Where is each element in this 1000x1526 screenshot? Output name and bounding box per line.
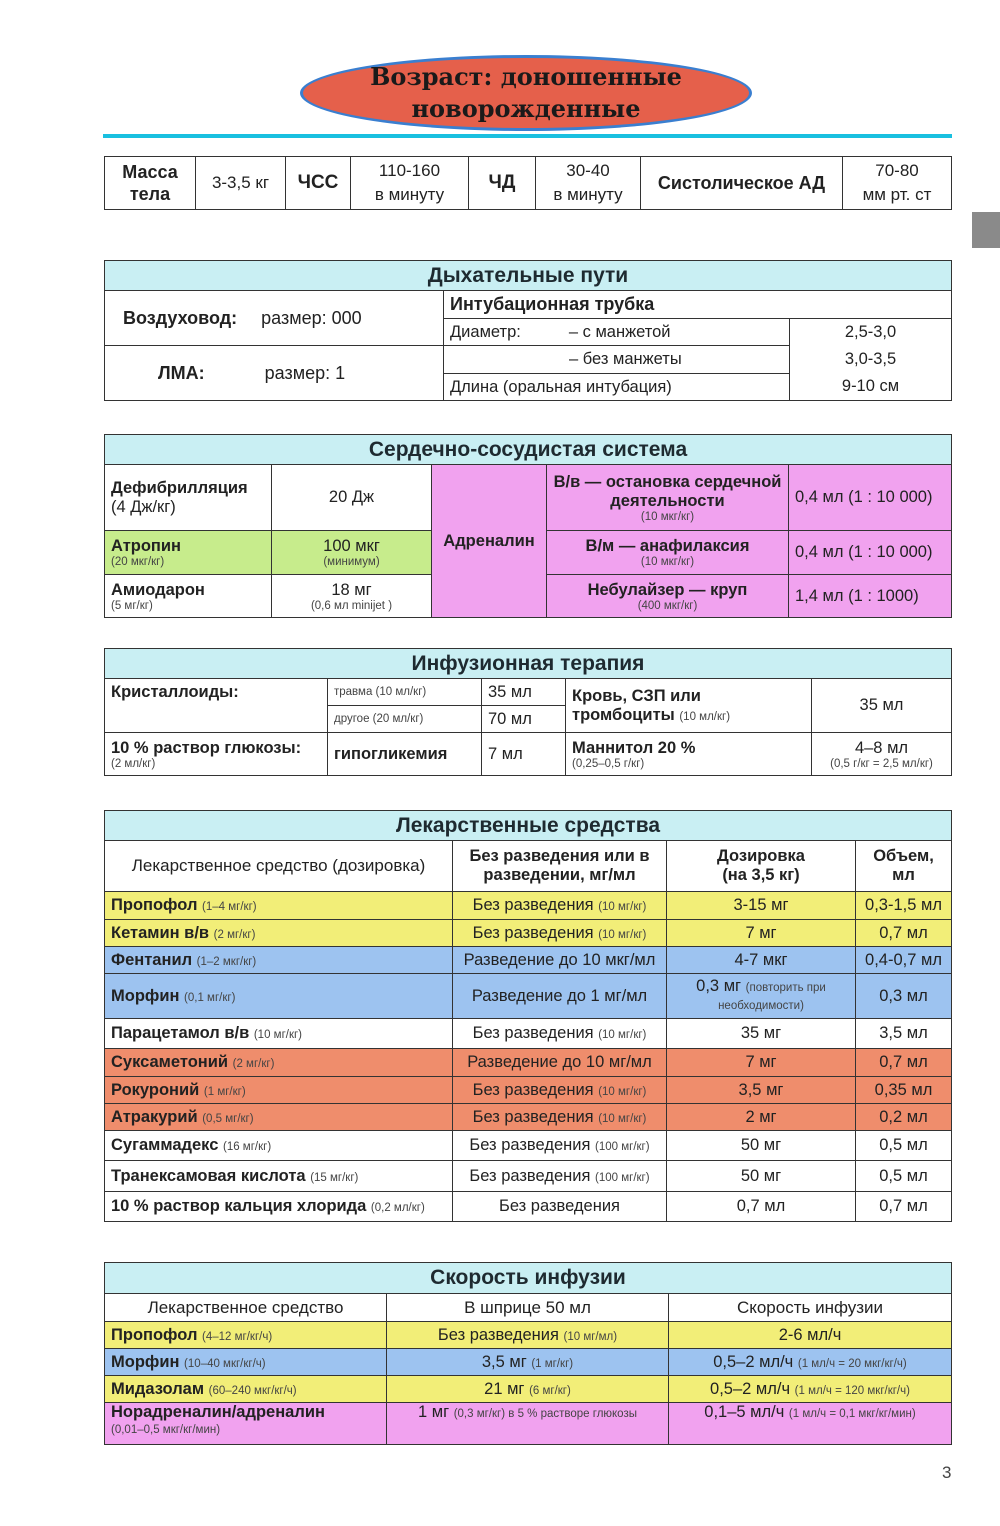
drug-volume-text: 0,7 мл bbox=[879, 923, 928, 942]
drug-amount bbox=[667, 1131, 856, 1161]
table-row bbox=[105, 1376, 952, 1403]
drug-name bbox=[105, 920, 453, 947]
table-row bbox=[105, 1019, 952, 1049]
drug-dilution-text: Без разведения bbox=[472, 1107, 594, 1126]
drug-amount bbox=[667, 1161, 856, 1192]
rate-drug-name-text: Морфин bbox=[111, 1352, 180, 1371]
tube-values: 2,5-3,0 3,0-3,5 9-10 см bbox=[790, 319, 952, 401]
drug-dilution-text: Разведение до 10 мг/мл bbox=[467, 1053, 652, 1071]
rate-syringe-text: (10 мг/мл) bbox=[563, 1330, 618, 1343]
drug-name-text: (16 мг/кг) bbox=[222, 1141, 272, 1153]
rate-syringe bbox=[387, 1403, 669, 1445]
rate-syringe-text: 3,5 мг bbox=[481, 1352, 527, 1371]
table-row bbox=[105, 1349, 952, 1376]
drug-volume-text: 0,5 мл bbox=[879, 1166, 928, 1185]
drug-volume bbox=[856, 1104, 952, 1131]
drug-amount-text: 0,3 мг bbox=[696, 977, 742, 995]
crystalloids: Кристаллоиды: bbox=[105, 679, 328, 733]
drug-name-text: Парацетамол в/в bbox=[111, 1024, 250, 1042]
rate-value-text: 0,5–2 мл/ч bbox=[710, 1379, 791, 1398]
tube-title: Интубационная трубка bbox=[444, 291, 952, 319]
table-row bbox=[105, 1104, 952, 1131]
drug-name-text: 10 % раствор кальция хлорида bbox=[111, 1197, 367, 1215]
title-line: Возраст: доношенные bbox=[370, 62, 682, 91]
drug-dilution-text: Без разведения bbox=[472, 896, 594, 914]
drug-amount-text: 3-15 мг bbox=[733, 896, 789, 914]
drug-dilution bbox=[453, 1077, 667, 1104]
drug-amount bbox=[667, 1019, 856, 1049]
drug-name bbox=[105, 1161, 453, 1192]
table-row bbox=[105, 1049, 952, 1077]
drug-name bbox=[105, 947, 453, 974]
vitals-table bbox=[104, 156, 952, 210]
drug-dilution-text: Разведение до 1 мг/мл bbox=[471, 986, 648, 1005]
table-row bbox=[105, 1322, 952, 1349]
drug-name-text: (15 мг/кг) bbox=[310, 1171, 359, 1184]
other: другое (20 мл/кг) bbox=[328, 706, 482, 733]
mannitol-value: 4–8 мл (0,5 г/кг = 2,5 мл/кг) bbox=[812, 733, 952, 776]
col-header: Лекарственное средство (дозировка) bbox=[105, 841, 453, 892]
uncuffed-label: – без манжеты bbox=[444, 346, 790, 374]
drug-amount bbox=[667, 1077, 856, 1104]
drug-name-text: Рокуроний bbox=[111, 1080, 200, 1099]
drug-name bbox=[105, 1049, 453, 1077]
bp-value: 70-80 мм рт. ст bbox=[843, 157, 952, 210]
table-row bbox=[105, 947, 952, 974]
drug-volume bbox=[856, 1019, 952, 1049]
rate-value-text: (1 мл/ч = 20 мкг/кг/ч) bbox=[797, 1357, 907, 1370]
drug-dilution-text: Без разведения bbox=[469, 1166, 591, 1185]
rate-syringe bbox=[387, 1376, 669, 1403]
drug-dilution bbox=[453, 947, 667, 974]
drug-amount bbox=[667, 974, 856, 1019]
drug-name-text: Морфин bbox=[111, 986, 180, 1005]
drug-dilution bbox=[453, 1192, 667, 1222]
drug-amount-text: 4-7 мкг bbox=[734, 950, 788, 969]
col-header: Без разведения или в разведении, мг/мл bbox=[453, 841, 667, 892]
rate-value-text: (1 мл/ч = 120 мкг/кг/ч) bbox=[794, 1384, 910, 1397]
defib: Дефибрилляция (4 Дж/кг) bbox=[105, 465, 272, 531]
drug-dilution-text: Без разведения bbox=[499, 1197, 620, 1215]
trauma-value: 35 мл bbox=[482, 679, 566, 706]
drug-amount-text: 50 мг bbox=[740, 1166, 782, 1185]
trauma: травма (10 мл/кг) bbox=[328, 679, 482, 706]
amiodarone-value: 18 мг (0,6 мл minijet ) bbox=[272, 575, 432, 618]
drug-name bbox=[105, 1192, 453, 1222]
drug-amount bbox=[667, 1192, 856, 1222]
glucose: 10 % раствор глюкозы: (2 мл/кг) bbox=[105, 733, 328, 776]
table-row bbox=[105, 1161, 952, 1192]
lma: ЛМА: размер: 1 bbox=[105, 346, 444, 401]
drug-name bbox=[105, 1131, 453, 1161]
drug-amount bbox=[667, 1049, 856, 1077]
drug-dilution bbox=[453, 974, 667, 1019]
rate-drug-name-text: (60–240 мкг/кг/ч) bbox=[208, 1384, 297, 1397]
drug-dilution bbox=[453, 1104, 667, 1131]
rate-syringe-text: Без разведения bbox=[437, 1325, 559, 1344]
drug-dilution-text: Без разведения bbox=[469, 1136, 591, 1154]
drug-name-text: (1–2 мкг/кг) bbox=[196, 955, 257, 968]
drug-amount bbox=[667, 920, 856, 947]
drug-dilution bbox=[453, 892, 667, 920]
drug-volume-text: 0,2 мл bbox=[879, 1107, 928, 1126]
drug-name-text: (2 мг/кг) bbox=[213, 928, 256, 941]
blood: Кровь, СЗП или тромбоциты (10 мл/кг) bbox=[566, 679, 812, 733]
airway-device: Воздуховод: размер: 000 bbox=[105, 291, 444, 346]
drug-name-text: (1–4 мг/кг) bbox=[202, 901, 257, 913]
rates-table bbox=[104, 1262, 952, 1445]
glucose-value: 7 мл bbox=[482, 733, 566, 776]
drug-volume bbox=[856, 1161, 952, 1192]
rate-value bbox=[669, 1322, 952, 1349]
other-value: 70 мл bbox=[482, 706, 566, 733]
rate-value-text: 2-6 мл/ч bbox=[778, 1325, 842, 1344]
amiodarone: Амиодарон (5 мг/кг) bbox=[105, 575, 272, 618]
cardio-table bbox=[104, 434, 952, 618]
rate-value bbox=[669, 1403, 952, 1445]
route-iv: В/в — остановка сердечной деятельности (10 мкг/кг) bbox=[547, 465, 789, 531]
drug-amount bbox=[667, 947, 856, 974]
length-label: Длина (оральная интубация) bbox=[444, 374, 790, 401]
rate-value bbox=[669, 1349, 952, 1376]
drug-name-text: (0,2 мл/кг) bbox=[370, 1202, 425, 1214]
rr-value: 30-40 в минуту bbox=[536, 157, 641, 210]
drug-dilution-text: Без разведения bbox=[472, 1080, 594, 1099]
drug-volume bbox=[856, 1192, 952, 1222]
drug-name-text: Атракурий bbox=[111, 1107, 198, 1126]
rate-drug-name-text: Норадреналин/адреналин bbox=[111, 1403, 325, 1421]
drug-name-text: Кетамин в/в bbox=[111, 923, 210, 942]
drug-dilution bbox=[453, 1049, 667, 1077]
drugs-title: Лекарственные средства bbox=[105, 811, 952, 841]
rate-syringe-text: 1 мг bbox=[417, 1403, 450, 1421]
drug-dilution-text: (10 мг/кг) bbox=[598, 1085, 647, 1098]
col-header: Дозировка (на 3,5 кг) bbox=[667, 841, 856, 892]
drug-name bbox=[105, 892, 453, 920]
rate-syringe-text: (0,3 мг/кг) в 5 % растворе глюкозы bbox=[453, 1408, 637, 1420]
drugs-table bbox=[104, 810, 952, 1222]
drug-volume bbox=[856, 974, 952, 1019]
table-row bbox=[105, 1131, 952, 1161]
drug-amount-text: 35 мг bbox=[740, 1024, 782, 1042]
drug-name-text: Фентанил bbox=[111, 950, 193, 969]
infusion-title: Инфузионная терапия bbox=[105, 649, 952, 679]
drug-dilution-text: (10 мг/кг) bbox=[598, 1112, 647, 1125]
drug-dilution-text: (10 мг/кг) bbox=[598, 901, 647, 913]
airway-title: Дыхательные пути bbox=[105, 261, 952, 291]
drug-amount bbox=[667, 892, 856, 920]
mass-value: 3-3,5 кг bbox=[196, 157, 286, 210]
route-im: В/м — анафилаксия (10 мкг/кг) bbox=[547, 531, 789, 575]
drug-name bbox=[105, 1019, 453, 1049]
table-row bbox=[105, 974, 952, 1019]
table-row bbox=[105, 1077, 952, 1104]
drug-volume-text: 0,7 мл bbox=[879, 1053, 928, 1071]
blood-value: 35 мл bbox=[812, 679, 952, 733]
rate-drug-name bbox=[105, 1403, 387, 1445]
drug-dilution-text: (10 мг/кг) bbox=[598, 1029, 647, 1041]
table-row bbox=[105, 892, 952, 920]
drug-amount-text: 2 мг bbox=[745, 1107, 777, 1126]
rate-drug-name-text: Мидазолам bbox=[111, 1379, 205, 1398]
drug-volume bbox=[856, 1049, 952, 1077]
rate-syringe-text: (1 мг/кг) bbox=[531, 1357, 574, 1370]
defib-value: 20 Дж bbox=[272, 465, 432, 531]
mass-label: Масса тела bbox=[105, 157, 196, 210]
drug-name-text: (0,5 мг/кг) bbox=[202, 1112, 254, 1125]
bp-label: Систолическое АД bbox=[641, 157, 843, 210]
rate-drug-name bbox=[105, 1349, 387, 1376]
rate-drug-name-text: (10–40 мкг/кг/ч) bbox=[184, 1357, 266, 1370]
drug-dilution-text: Разведение до 10 мкг/мл bbox=[463, 950, 656, 969]
drug-amount-text: 7 мг bbox=[745, 1053, 777, 1071]
drug-volume bbox=[856, 920, 952, 947]
rates-title: Скорость инфузии bbox=[105, 1263, 952, 1294]
drug-name-text: (1 мг/кг) bbox=[203, 1085, 246, 1098]
page-title bbox=[300, 55, 752, 131]
drug-name-text: Суксаметоний bbox=[111, 1053, 229, 1071]
table-row bbox=[105, 1403, 952, 1445]
infusion-table bbox=[104, 648, 952, 776]
drug-dilution-text: (100 мг/кг) bbox=[595, 1171, 650, 1184]
adrenaline: Адреналин bbox=[432, 465, 547, 618]
drug-amount-text: 0,7 мл bbox=[736, 1197, 786, 1215]
drug-amount bbox=[667, 1104, 856, 1131]
drug-dilution-text: (100 мг/кг) bbox=[595, 1141, 650, 1153]
drug-name-text: (2 мг/кг) bbox=[232, 1058, 275, 1070]
drug-dilution bbox=[453, 920, 667, 947]
cardio-title: Сердечно-сосудистая система bbox=[105, 435, 952, 465]
col-header: Объем, мл bbox=[856, 841, 952, 892]
drug-volume-text: 0,7 мл bbox=[879, 1197, 928, 1215]
rr-label: ЧД bbox=[469, 157, 536, 210]
hypoglycemia: гипогликемия bbox=[328, 733, 482, 776]
page-number: 3 bbox=[942, 1463, 952, 1482]
drug-name bbox=[105, 1077, 453, 1104]
drug-amount-text: 3,5 мг bbox=[738, 1080, 784, 1099]
rate-value-text: (1 мл/ч = 0,1 мкг/кг/мин) bbox=[788, 1408, 916, 1420]
drug-volume-text: 0,4-0,7 мл bbox=[865, 950, 942, 969]
drug-volume bbox=[856, 1131, 952, 1161]
drug-dilution-text: (10 мг/кг) bbox=[598, 928, 647, 941]
drug-name-text: (0,1 мг/кг) bbox=[184, 991, 236, 1004]
col-header: В шприце 50 мл bbox=[387, 1294, 669, 1322]
drug-name-text: Транексамовая кислота bbox=[111, 1166, 306, 1185]
rate-value-text: 0,5–2 мл/ч bbox=[713, 1352, 794, 1371]
rate-syringe-text: 21 мг bbox=[484, 1379, 525, 1398]
drug-dilution bbox=[453, 1131, 667, 1161]
drug-name-text: (10 мг/кг) bbox=[253, 1029, 303, 1041]
drug-name bbox=[105, 1104, 453, 1131]
mannitol: Маннитол 20 % (0,25–0,5 г/кг) bbox=[566, 733, 812, 776]
rate-drug-name-text: (0,01–0,5 мкг/кг/мин) bbox=[111, 1424, 221, 1436]
drug-dilution bbox=[453, 1161, 667, 1192]
cuffed-label: Диаметр: – с манжетой bbox=[444, 319, 790, 346]
atropine: Атропин (20 мкг/кг) bbox=[105, 531, 272, 575]
drug-volume-text: 0,35 мл bbox=[874, 1080, 933, 1099]
rate-value bbox=[669, 1376, 952, 1403]
rate-syringe-text: (6 мг/кг) bbox=[529, 1384, 571, 1397]
route-neb: Небулайзер — круп (400 мкг/кг) bbox=[547, 575, 789, 618]
rate-drug-name bbox=[105, 1322, 387, 1349]
drug-volume bbox=[856, 892, 952, 920]
drug-dilution-text: Без разведения bbox=[472, 923, 594, 942]
airway-table bbox=[104, 260, 952, 401]
drug-name-text: Пропофол bbox=[111, 896, 198, 914]
drug-name-text: Сугаммадекс bbox=[111, 1136, 219, 1154]
rate-value-text: 0,1–5 мл/ч bbox=[704, 1403, 785, 1421]
table-row bbox=[105, 920, 952, 947]
atropine-value: 100 мкг (минимум) bbox=[272, 531, 432, 575]
drug-volume-text: 0,5 мл bbox=[879, 1136, 928, 1154]
rate-drug-name bbox=[105, 1376, 387, 1403]
hr-label: ЧСС bbox=[286, 157, 351, 210]
col-header: Лекарственное средство bbox=[105, 1294, 387, 1322]
drug-dilution-text: Без разведения bbox=[472, 1024, 594, 1042]
drug-amount-text: 50 мг bbox=[740, 1136, 782, 1154]
drug-amount-text: (повторить при необходимости) bbox=[718, 982, 826, 1012]
col-header: Скорость инфузии bbox=[669, 1294, 952, 1322]
drug-volume-text: 0,3-1,5 мл bbox=[865, 896, 942, 914]
route-iv-value: 0,4 мл (1 : 10 000) bbox=[789, 465, 952, 531]
divider bbox=[103, 134, 952, 138]
table-row bbox=[105, 1192, 952, 1222]
title-line: новорожденные bbox=[411, 94, 641, 123]
route-im-value: 0,4 мл (1 : 10 000) bbox=[789, 531, 952, 575]
drug-amount-text: 7 мг bbox=[745, 923, 777, 942]
drug-name bbox=[105, 974, 453, 1019]
page-edge-tab bbox=[972, 212, 1000, 248]
hr-value: 110-160 в минуту bbox=[351, 157, 469, 210]
rate-drug-name-text: Пропофол bbox=[111, 1325, 198, 1344]
drug-volume-text: 0,3 мл bbox=[879, 986, 928, 1005]
rate-syringe bbox=[387, 1322, 669, 1349]
drug-volume bbox=[856, 947, 952, 974]
rate-syringe bbox=[387, 1349, 669, 1376]
drug-volume bbox=[856, 1077, 952, 1104]
drug-dilution bbox=[453, 1019, 667, 1049]
route-neb-value: 1,4 мл (1 : 1000) bbox=[789, 575, 952, 618]
drug-volume-text: 3,5 мл bbox=[879, 1024, 928, 1042]
rate-drug-name-text: (4–12 мг/кг/ч) bbox=[202, 1330, 273, 1343]
